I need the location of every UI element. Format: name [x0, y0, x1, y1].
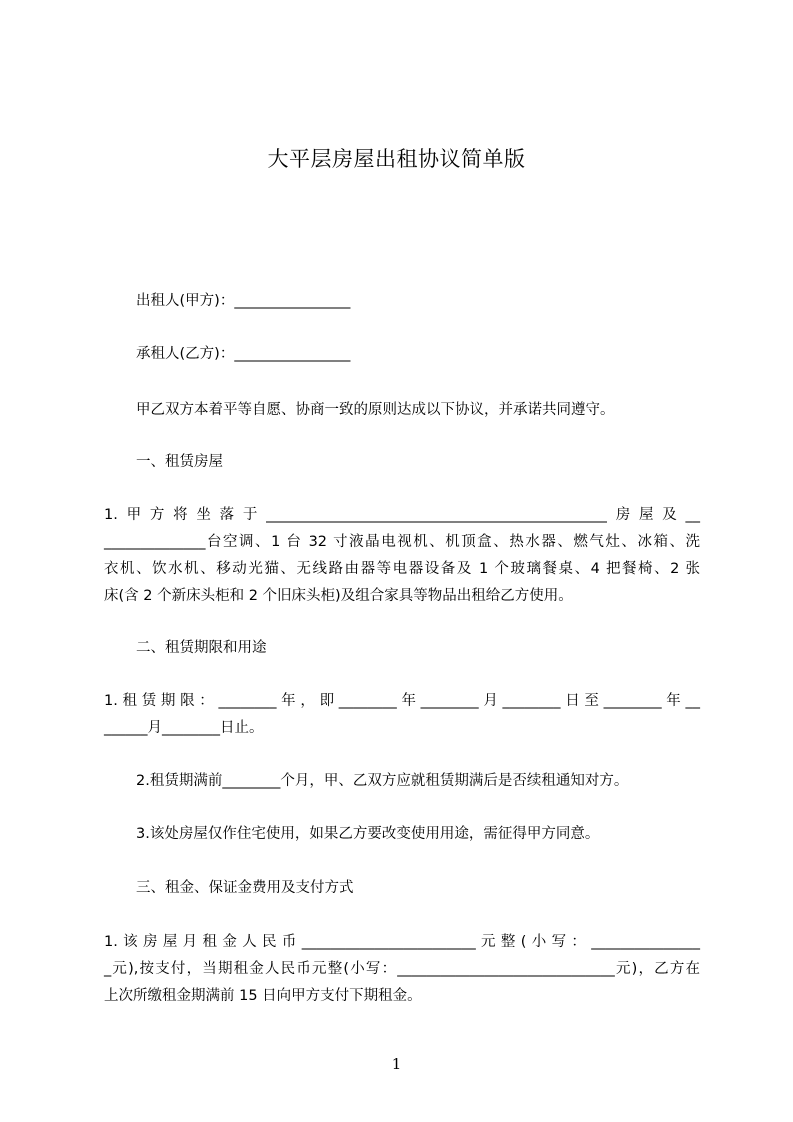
clause-line: _元),按支付，当期租金人民币元整(小写：______________________________元)，乙方在 [104, 961, 700, 977]
section-3-clause-1 [104, 929, 700, 1010]
clause-line: ______月________日止。 [104, 720, 264, 736]
clause-line: ______________台空调、1 台 32 寸液晶电视机、机顶盒、热水器、燃气灶、冰箱、洗 [104, 534, 700, 550]
page-number: 1 [391, 1055, 402, 1073]
clause-line: 1.该房屋月租金人民币________________________元整(小写：_______________ [104, 934, 700, 950]
section-1-clause-1 [104, 502, 700, 610]
clause-line: 1.租赁期限：________年，即________年________月________日至________年__ [104, 693, 700, 709]
clause-line: 上次所缴租金期满前 15 日向甲方支付下期租金。 [104, 988, 422, 1004]
section-2-clause-3: 3.该处房屋仅作住宅使用，如果乙方要改变使用用途，需征得甲方同意。 [136, 826, 600, 842]
section-3-heading: 三、租金、保证金费用及支付方式 [136, 880, 354, 896]
clause-line: 床(含 2 个新床头柜和 2 个旧床头柜)及组合家具等物品出租给乙方使用。 [104, 588, 573, 604]
party-b-line: 承租人(乙方)：________________ [136, 346, 351, 362]
section-2-clause-1 [104, 688, 700, 742]
clause-line: 1.甲方将坐落于_______________________________________________房屋及__ [104, 507, 700, 523]
party-a-line: 出租人(甲方)：________________ [136, 293, 351, 309]
section-2-clause-2: 2.租赁期满前________个月，甲、乙双方应就租赁期满后是否续租通知对方。 [136, 773, 629, 789]
document-title: 大平层房屋出租协议简单版 [267, 147, 526, 171]
section-2-heading: 二、租赁期限和用途 [136, 640, 267, 656]
clause-line: 衣机、饮水机、移动光猫、无线路由器等电器设备及 1 个玻璃餐桌、4 把餐椅、2 张 [104, 561, 701, 577]
preamble: 甲乙双方本着平等自愿、协商一致的原则达成以下协议，并承诺共同遵守。 [136, 402, 615, 418]
section-1-heading: 一、租赁房屋 [136, 454, 223, 470]
